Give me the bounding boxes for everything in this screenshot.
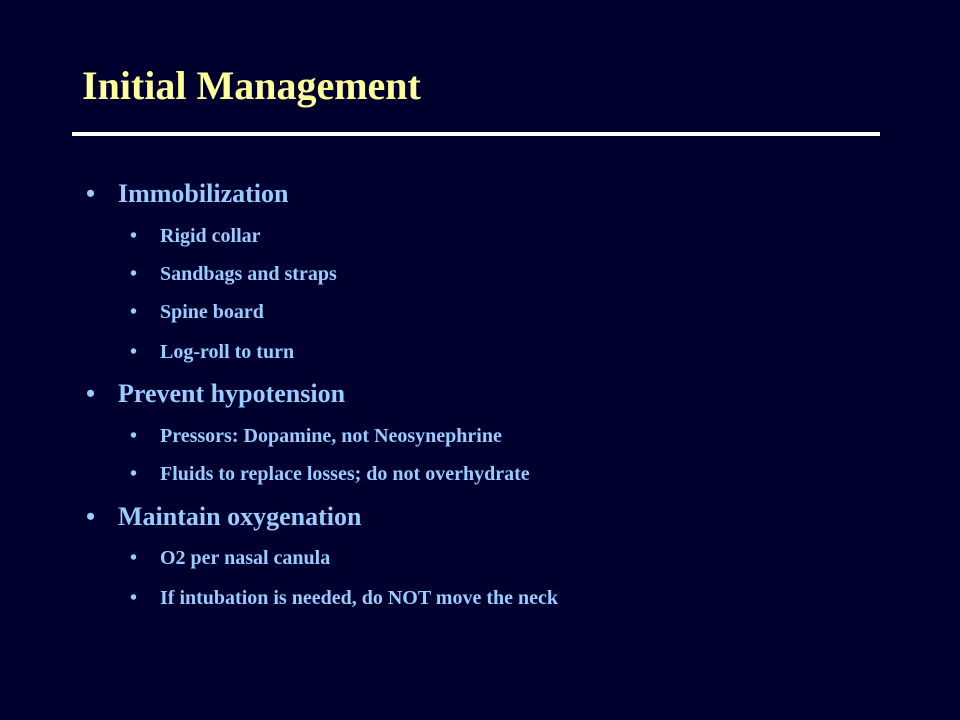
list-item: • Sandbags and straps	[130, 263, 337, 285]
bullet-icon: •	[86, 502, 96, 531]
list-item: • O2 per nasal canula	[130, 547, 331, 569]
title-divider	[72, 132, 880, 136]
list-item: • Rigid collar	[130, 225, 261, 247]
list-item: • Pressors: Dopamine, not Neosynephrine	[130, 425, 502, 447]
section-heading-hypotension: • Prevent hypotension	[86, 379, 346, 408]
list-item: • If intubation is needed, do NOT move the neck	[130, 587, 559, 609]
bullet-icon: •	[130, 425, 138, 447]
slide-title: Initial Management	[82, 63, 421, 108]
section-heading-oxygenation: • Maintain oxygenation	[86, 502, 362, 531]
section-heading-immobilization: • Immobilization	[86, 179, 289, 208]
bullet-icon: •	[130, 263, 138, 285]
bullet-icon: •	[86, 179, 96, 208]
bullet-icon: •	[86, 379, 96, 408]
bullet-icon: •	[130, 547, 138, 569]
list-item: • Spine board	[130, 301, 264, 323]
bullet-icon: •	[130, 301, 138, 323]
bullet-icon: •	[130, 463, 138, 485]
list-item: • Log-roll to turn	[130, 341, 295, 363]
bullet-icon: •	[130, 225, 138, 247]
bullet-icon: •	[130, 587, 138, 609]
list-item: • Fluids to replace losses; do not overhydrate	[130, 463, 530, 485]
bullet-icon: •	[130, 341, 138, 363]
